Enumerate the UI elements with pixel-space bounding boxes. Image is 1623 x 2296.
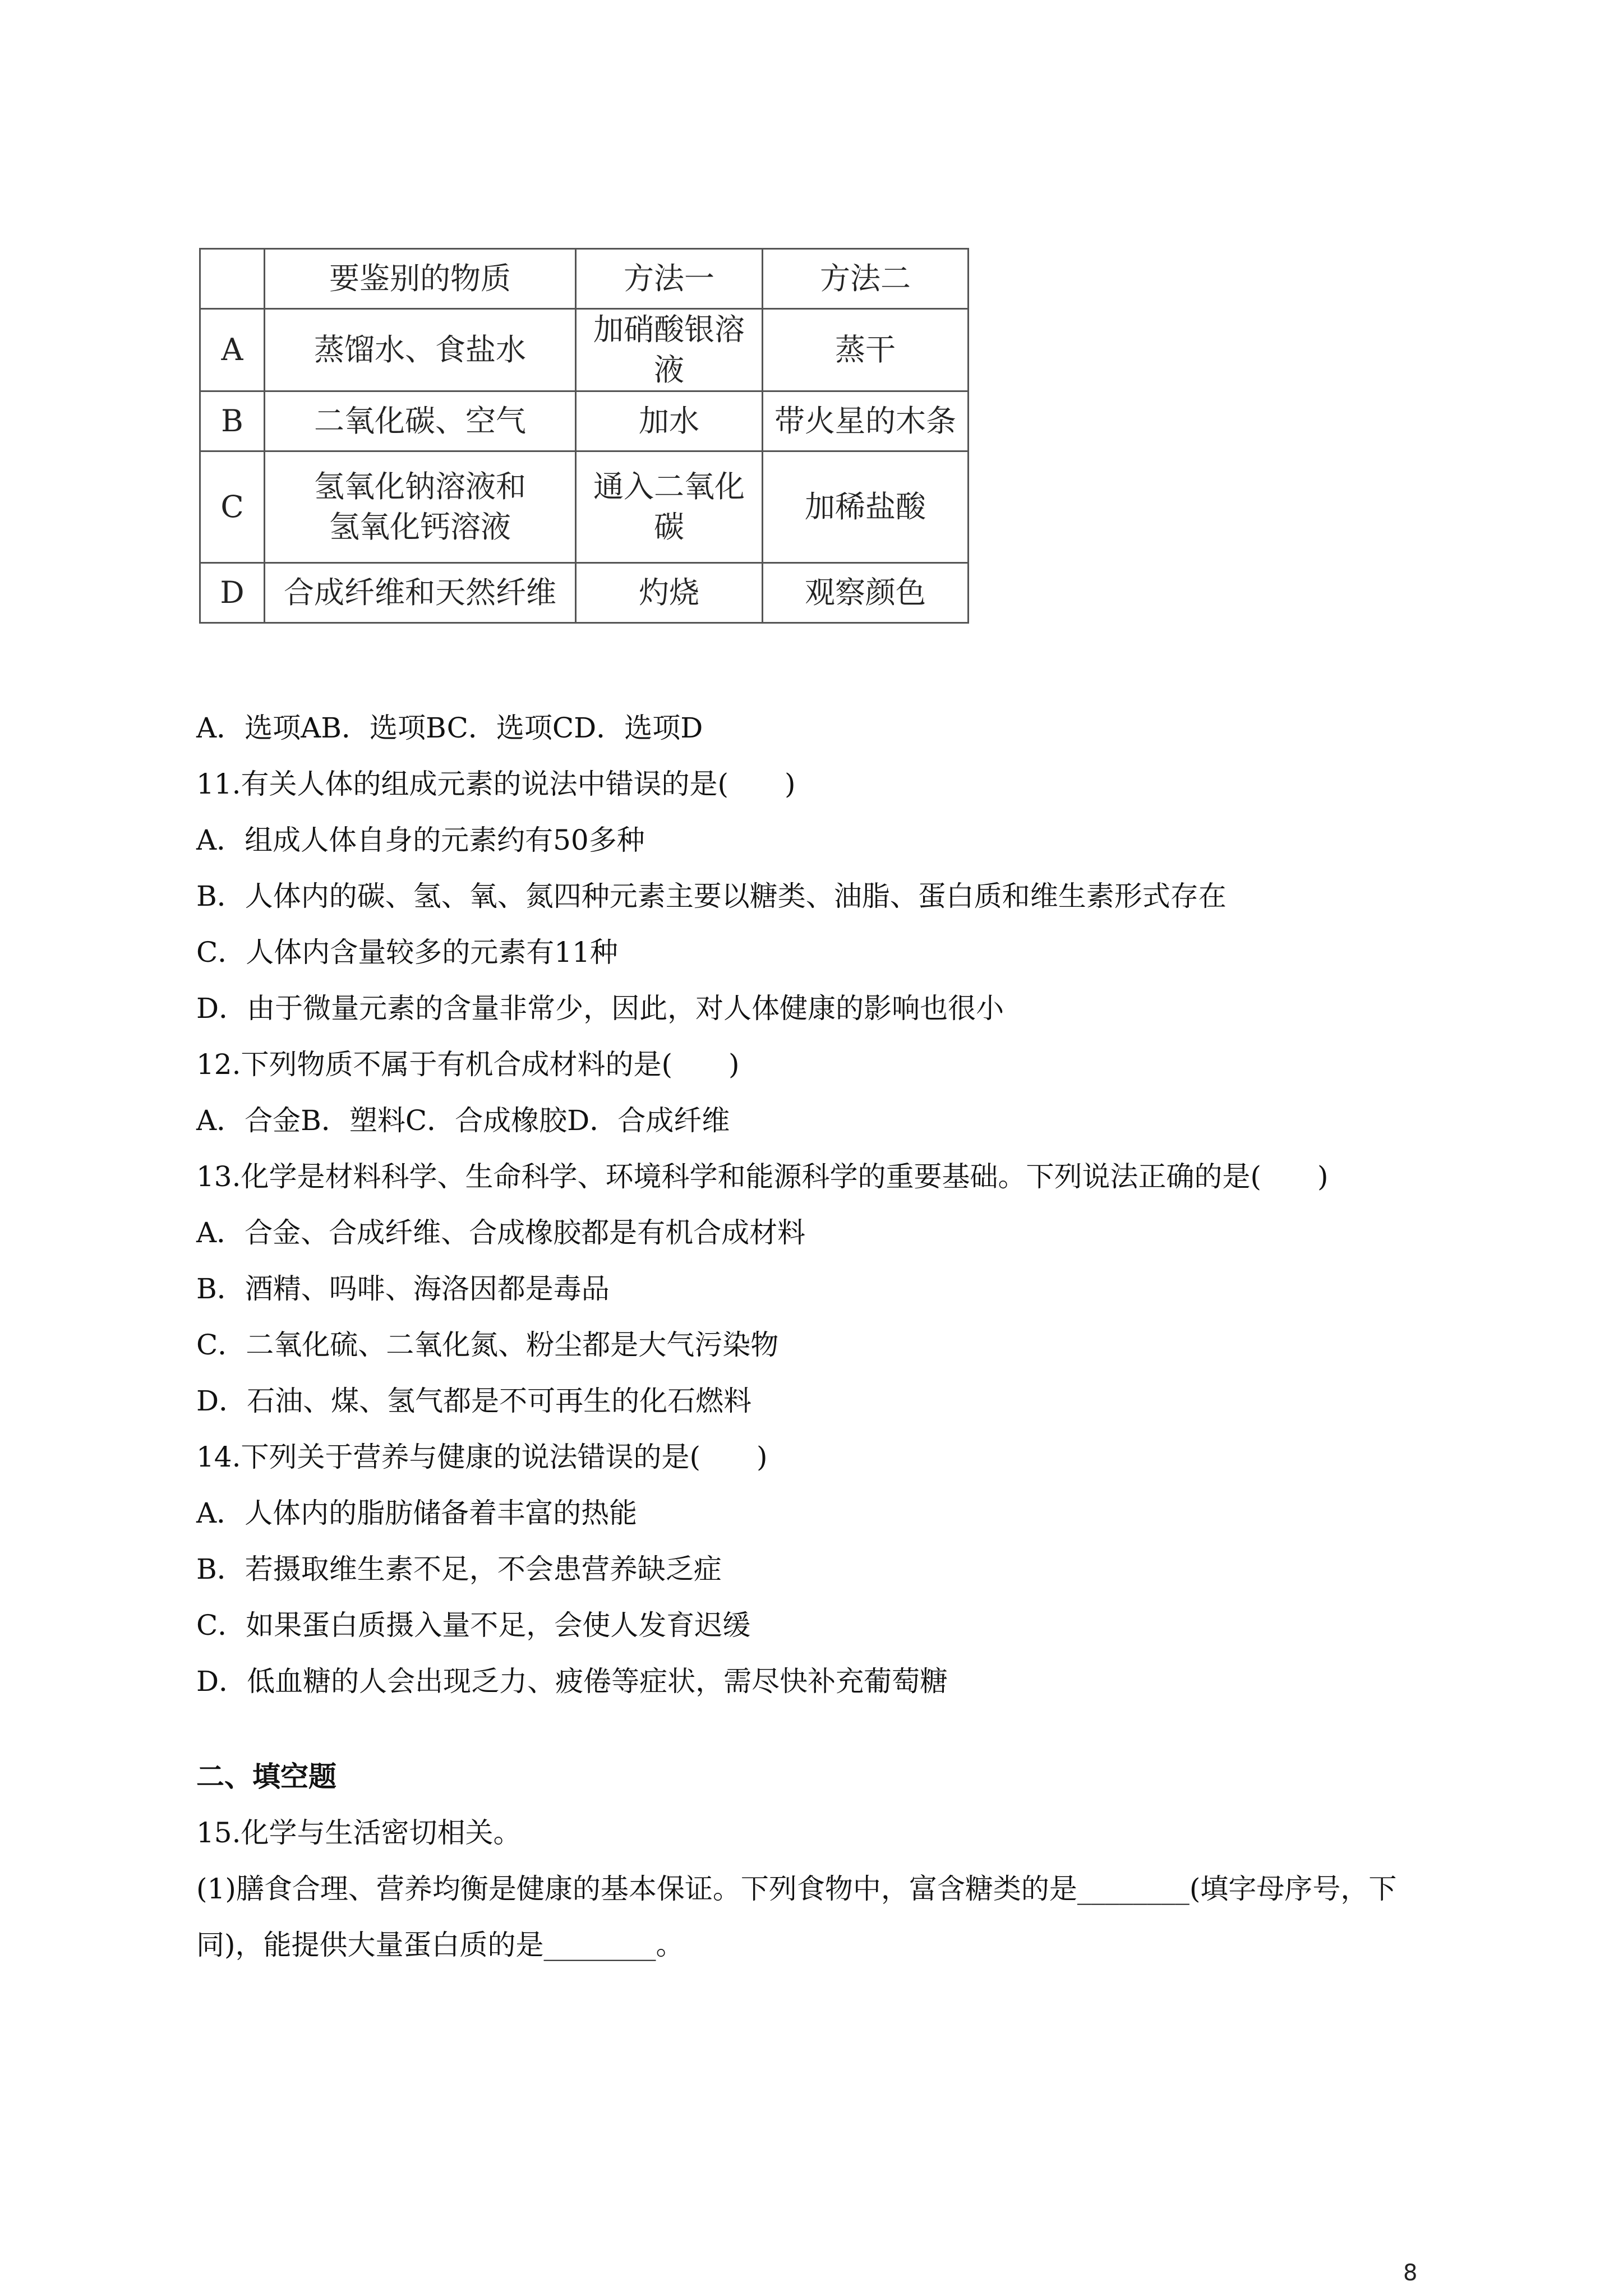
table-header-cell	[200, 249, 265, 309]
table-cell: B	[200, 391, 265, 451]
table-cell: 二氧化碳、空气	[265, 391, 576, 451]
table-cell: 合成纤维和天然纤维	[265, 563, 576, 623]
table-cell: 蒸干	[763, 309, 969, 391]
q11-option-a: A．组成人体自身的元素约有50多种	[196, 824, 645, 856]
question-content	[196, 700, 1486, 1973]
table-cell: 加硝酸银溶液	[576, 309, 763, 391]
q15-stem: 15.化学与生活密切相关。	[196, 1816, 522, 1849]
table-cell: 带火星的木条	[763, 391, 969, 451]
table-header-cell: 方法二	[763, 249, 969, 309]
table-cell: D	[200, 563, 265, 623]
q14-option-a: A．人体内的脂肪储备着丰富的热能	[196, 1497, 638, 1529]
q15-part1: (1)膳食合理、营养均衡是健康的基本保证。下列食物中，富含糖类的是________(填字母序号，下同)，能提供大量蛋白质的是________。	[196, 1873, 1397, 1961]
table-cell: 加水	[576, 391, 763, 451]
q14-option-c: C．如果蛋白质摄入量不足，会使人发育迟缓	[196, 1609, 751, 1642]
table-row	[200, 451, 969, 563]
q12-stem: 12.下列物质不属于有机合成材料的是( )	[196, 1048, 740, 1081]
table-row	[200, 391, 969, 451]
table-row	[200, 563, 969, 623]
table-cell: C	[200, 451, 265, 563]
q10-options: A．选项AB．选项BC．选项CD．选项D	[196, 712, 703, 744]
table-header-cell: 要鉴别的物质	[265, 249, 576, 309]
identification-table	[199, 248, 969, 624]
q14-option-d: D．低血糖的人会出现乏力、疲倦等症状，需尽快补充葡萄糖	[196, 1665, 948, 1698]
table-row	[200, 309, 969, 391]
table-cell: 灼烧	[576, 563, 763, 623]
table-cell: A	[200, 309, 265, 391]
q13-option-a: A．合金、合成纤维、合成橡胶都是有机合成材料	[196, 1216, 806, 1249]
q14-option-b: B．若摄取维生素不足，不会患营养缺乏症	[196, 1553, 722, 1585]
table-header-row	[200, 249, 969, 309]
table-header-cell: 方法一	[576, 249, 763, 309]
table-cell: 通入二氧化碳	[576, 451, 763, 563]
q11-option-c: C．人体内含量较多的元素有11种	[196, 936, 618, 969]
q12-options: A．合金B．塑料C．合成橡胶D．合成纤维	[196, 1104, 730, 1137]
q11-option-d: D．由于微量元素的含量非常少，因此，对人体健康的影响也很小	[196, 992, 1004, 1025]
q11-stem: 11.有关人体的组成元素的说法中错误的是( )	[196, 768, 796, 800]
table-cell: 加稀盐酸	[763, 451, 969, 563]
table-cell: 氢氧化钠溶液和 氢氧化钙溶液	[265, 451, 576, 563]
section-title: 二、填空题	[196, 1760, 336, 1793]
q11-option-b: B．人体内的碳、氢、氧、氮四种元素主要以糖类、油脂、蛋白质和维生素形式存在	[196, 880, 1227, 912]
section-gap	[196, 1709, 1486, 1749]
table-cell: 蒸馏水、食盐水	[265, 309, 576, 391]
q13-option-d: D．石油、煤、氢气都是不可再生的化石燃料	[196, 1385, 752, 1417]
q13-option-c: C．二氧化硫、二氧化氮、粉尘都是大气污染物	[196, 1329, 779, 1361]
page-number: 8	[1403, 2260, 1418, 2286]
q13-stem: 13.化学是材料科学、生命科学、环境科学和能源科学的重要基础。下列说法正确的是( )	[196, 1160, 1329, 1193]
q13-option-b: B．酒精、吗啡、海洛因都是毒品	[196, 1273, 610, 1305]
table-cell: 观察颜色	[763, 563, 969, 623]
q14-stem: 14.下列关于营养与健康的说法错误的是( )	[196, 1441, 768, 1473]
